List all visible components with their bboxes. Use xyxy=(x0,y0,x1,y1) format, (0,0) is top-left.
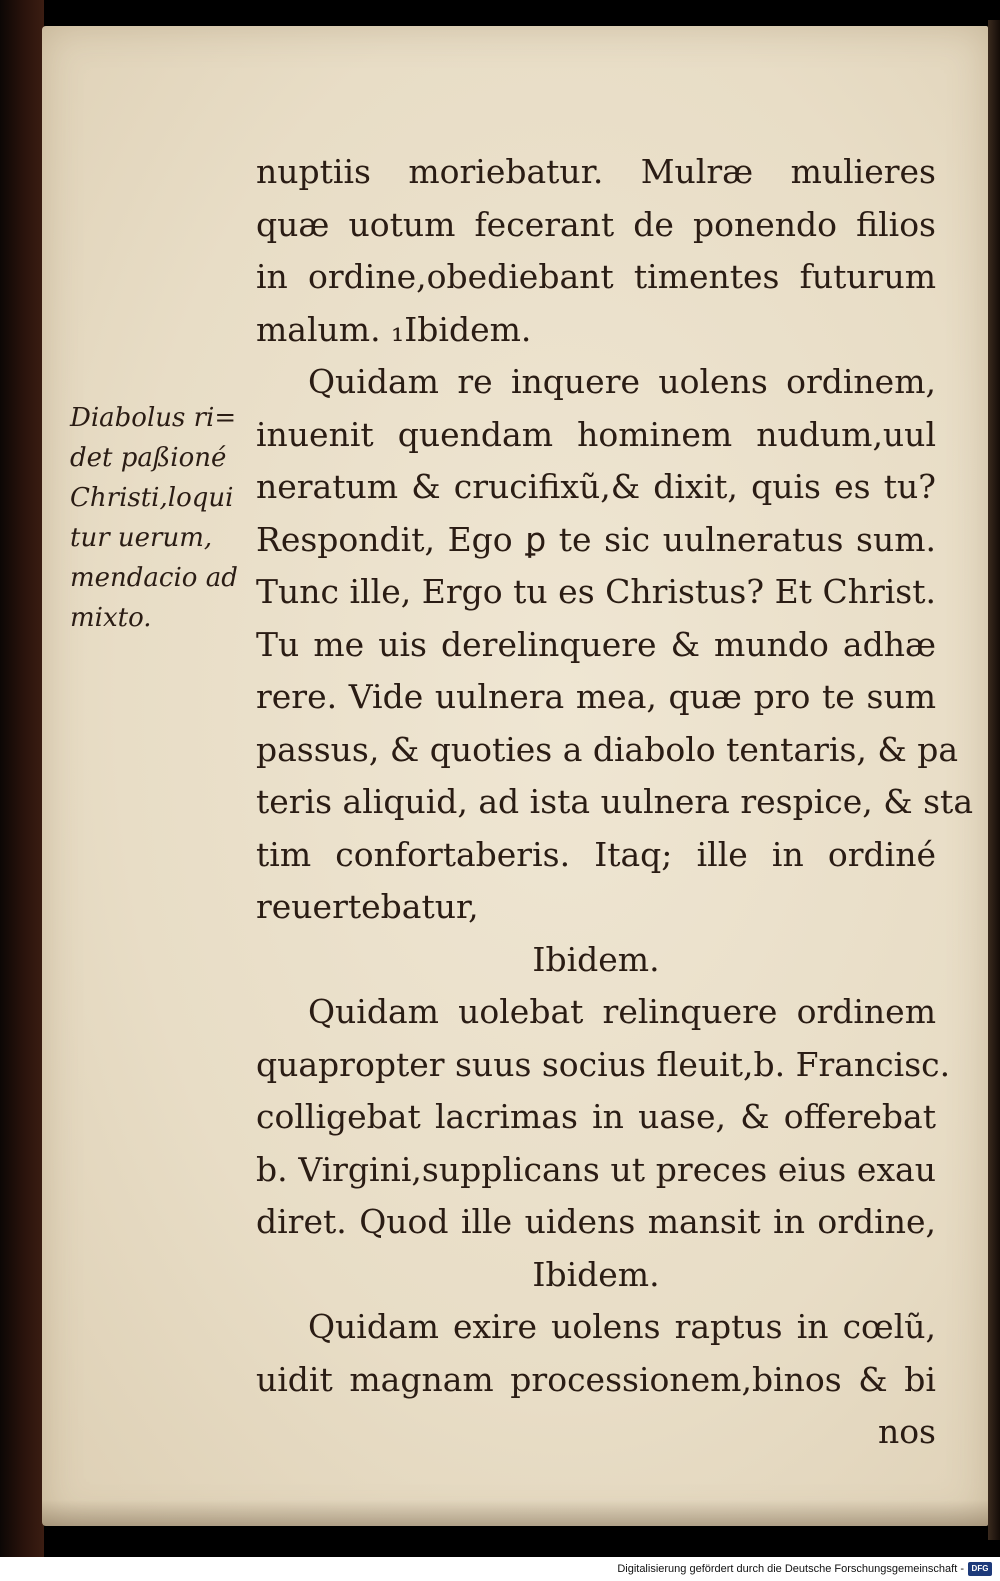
marginal-note-line: tur uerum, xyxy=(70,523,213,553)
text-line: in ordine,obediebant timentes futurum xyxy=(256,257,936,296)
text-line: b. Virgini,supplicans ut preces eius exau xyxy=(256,1149,936,1189)
marginal-note xyxy=(70,398,250,638)
text-line: colligebat lacrimas in uase, & offerebat xyxy=(256,1097,936,1136)
text-line: uidit magnam processionem,binos & bi xyxy=(256,1359,936,1399)
text-line: Tu me uis derelinquere & mundo adhæ xyxy=(256,624,936,664)
text-line: quapropter suus socius fleuit,b. Francisc. xyxy=(256,1044,951,1084)
text-line: inuenit quendam hominem nudum,uul xyxy=(256,414,936,454)
text-line: teris aliquid, ad ista uulnera respice, & sta xyxy=(256,782,973,821)
text-line: Respondit, Ego ꝑ te sic uulneratus sum. xyxy=(256,519,936,559)
text-line: malum. ₁Ibidem. xyxy=(256,309,532,349)
funding-footer xyxy=(0,1557,1000,1581)
main-text-block xyxy=(256,146,973,1459)
text-line: rere. Vide uulnera mea, quæ pro te sum xyxy=(256,677,936,716)
marginal-note-line: mendacio ad xyxy=(70,563,238,593)
funding-credit: Digitalisierung gefördert durch die Deutsche Forschungsgemeinschaft - xyxy=(617,1563,964,1575)
text-line: tim confortaberis. Itaq; ille in ordiné xyxy=(256,834,936,874)
marginal-note-line: Diabolus ri= xyxy=(70,403,237,433)
text-line: reuertebatur, xyxy=(256,887,479,926)
text-line: Quidam exire uolens raptus in cœlũ, xyxy=(308,1307,936,1346)
section-heading: Ibidem. xyxy=(532,1254,660,1294)
book-page xyxy=(42,26,988,1526)
book-edge xyxy=(988,20,1000,1540)
text-line: nuptiis moriebatur. Mulræ mulieres xyxy=(256,152,936,191)
marginal-note-line: Christi,loqui xyxy=(70,483,234,513)
adjacent-page-edge xyxy=(0,0,44,1581)
text-line: Quidam uolebat relinquere ordinem xyxy=(308,992,936,1031)
text-line: passus, & quoties a diabolo tentaris, & pa xyxy=(256,729,959,769)
text-line: neratum & crucifixũ,& dixit, quis es tu? xyxy=(256,467,936,506)
text-line: quæ uotum fecerant de ponendo filios xyxy=(256,204,936,244)
dfg-logo: DFG xyxy=(968,1562,992,1576)
section-heading: Ibidem. xyxy=(532,939,660,979)
text-line: diret. Quod ille uidens mansit in ordine, xyxy=(256,1202,936,1241)
text-line: Tunc ille, Ergo tu es Christus? Et Christ. xyxy=(256,572,936,611)
catchword: nos xyxy=(877,1412,936,1451)
marginal-note-line: mixto. xyxy=(70,603,152,633)
marginal-note-line: det paßioné xyxy=(70,443,227,473)
text-line: Quidam re inquere uolens ordinem, xyxy=(308,362,936,401)
